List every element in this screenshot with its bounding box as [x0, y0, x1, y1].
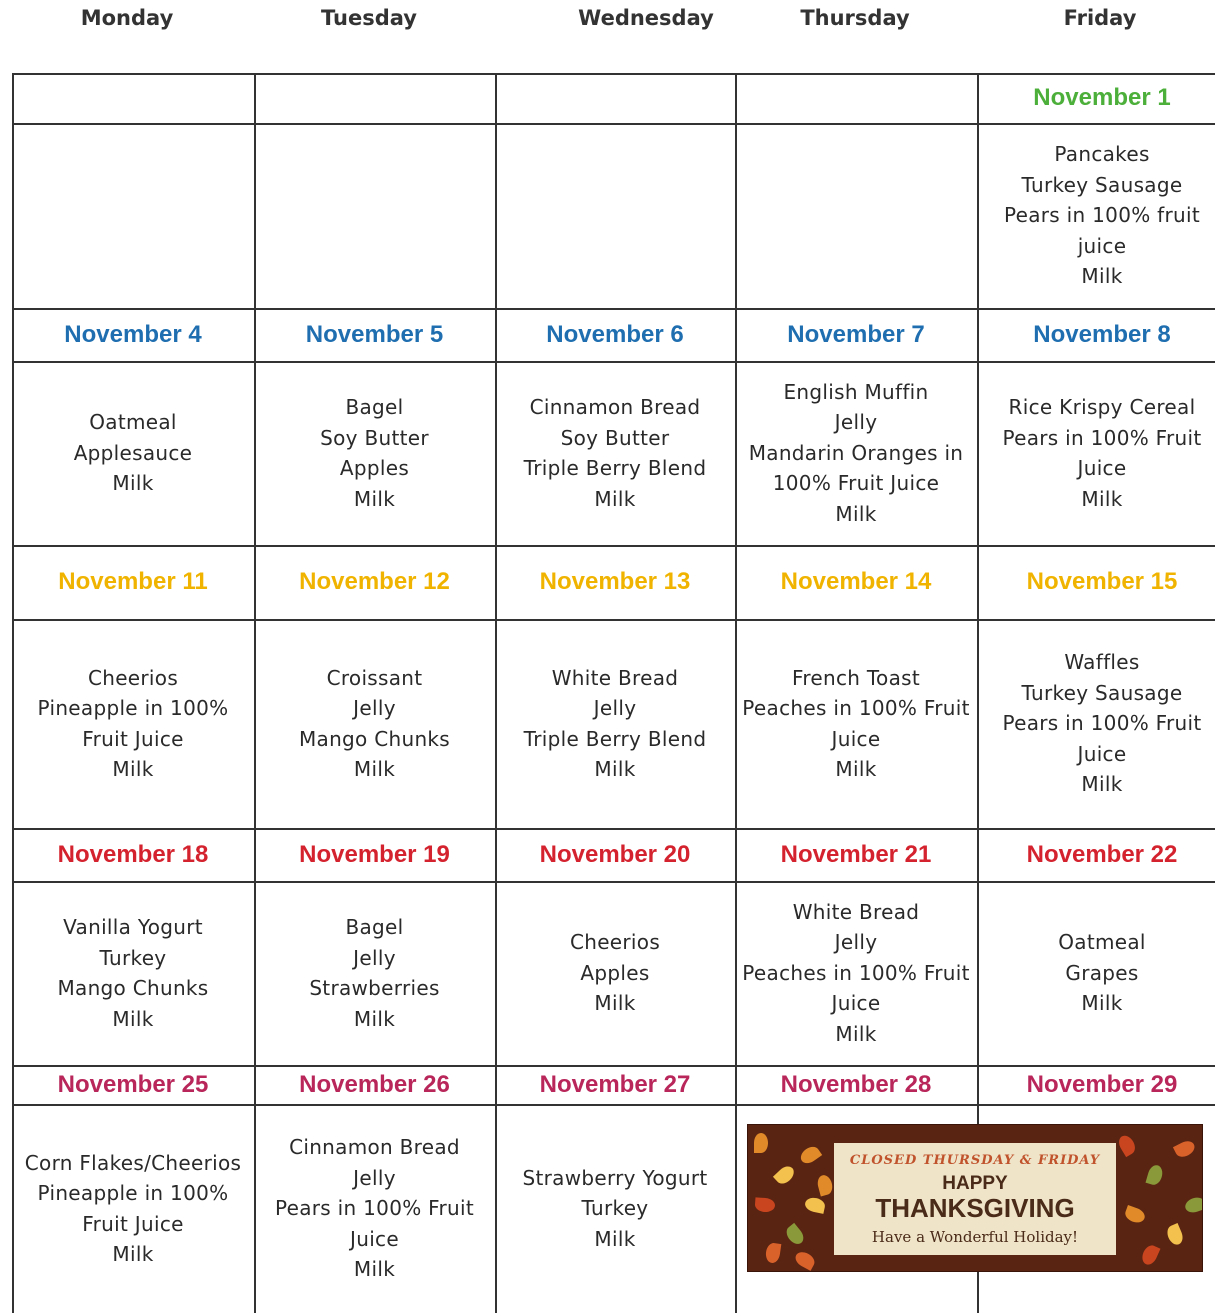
menu-item: Pineapple in 100%: [37, 696, 229, 720]
date-cell: November 22: [1026, 840, 1178, 868]
menu-item: Soy Butter: [560, 425, 670, 450]
menu-cell: [254, 123, 495, 308]
menu-item: Jelly: [834, 410, 878, 435]
menu-item: White Bread: [551, 665, 679, 690]
menu-item: Applesauce: [73, 440, 193, 465]
menu-cell: [254, 1104, 495, 1313]
date-cell: November 27: [539, 1070, 691, 1098]
menu-item: Soy Butter: [320, 425, 429, 450]
menu-item: Croissant: [326, 665, 423, 690]
date-cell: November 7: [787, 320, 925, 348]
menu-item: Peaches in 100% Fruit: [742, 696, 970, 720]
menu-item: Turkey Sausage: [1021, 172, 1183, 197]
menu-item: Cinnamon Bread: [289, 1135, 460, 1160]
date-cell: November 6: [546, 320, 684, 348]
menu-cell: [495, 881, 735, 1065]
menu-item: Pears in 100% fruit: [1003, 203, 1201, 228]
menu-item: Milk: [835, 1021, 877, 1046]
date-cell: November 11: [58, 568, 208, 595]
menu-item: Milk: [1081, 264, 1123, 289]
menu-item: Milk: [353, 1257, 396, 1282]
date-cell: November 12: [299, 568, 450, 595]
menu-item: Pears in 100% Fruit: [1002, 711, 1202, 736]
banner-thanksgiving-text: THANKSGIVING: [875, 1192, 1075, 1223]
leaf-icon: [793, 1249, 817, 1271]
date-cell: November 19: [299, 840, 450, 868]
menu-cell: [735, 123, 977, 308]
menu-item: Juice: [831, 991, 881, 1016]
date-cell: November 29: [1026, 1070, 1178, 1098]
menu-item: Juice: [1077, 456, 1127, 480]
menu-item: Fruit Juice: [82, 1211, 184, 1236]
menu-item: Milk: [1081, 991, 1123, 1016]
menu-item: Jelly: [353, 1165, 396, 1190]
date-cell: November 18: [57, 840, 209, 868]
date-cell: November 26: [299, 1070, 450, 1098]
menu-item: Milk: [112, 1006, 154, 1031]
leaf-icon: [1165, 1223, 1186, 1247]
menu-item: Juice: [350, 1226, 399, 1251]
menu-item: Turkey: [99, 945, 167, 970]
menu-item: Milk: [353, 1006, 396, 1031]
menu-item: Juice: [1077, 741, 1127, 766]
leaf-icon: [1146, 1163, 1165, 1186]
menu-item: Oatmeal: [89, 410, 177, 435]
menu-item: French Toast: [791, 665, 920, 690]
banner-closed-text: CLOSED THURSDAY & FRIDAY: [849, 1152, 1101, 1168]
menu-cell: [735, 619, 977, 828]
leaf-icon: [1173, 1138, 1197, 1160]
menu-item: Pears in 100% Fruit: [274, 1196, 475, 1221]
menu-item: Fruit Juice: [82, 726, 184, 751]
menu-item: Mango Chunks: [57, 976, 209, 1000]
leaf-icon: [816, 1174, 835, 1197]
menu-cell: [977, 123, 1215, 308]
menu-cell: [12, 361, 254, 545]
menu-cell: [735, 361, 977, 545]
menu-item: Apples: [339, 456, 410, 480]
menu-item: Milk: [112, 471, 154, 496]
day-friday: Friday: [1063, 6, 1137, 30]
menu-cell: [977, 619, 1215, 828]
menu-item: Bagel: [345, 915, 404, 939]
menu-item: Cheerios: [87, 665, 179, 690]
menu-item: Grapes: [1065, 960, 1139, 985]
menu-item: 100% Fruit Juice: [772, 471, 940, 496]
menu-cell: [12, 881, 254, 1065]
menu-cell: [495, 361, 735, 545]
menu-item: Peaches in 100% Fruit: [742, 960, 970, 985]
leaf-icon: [1183, 1195, 1203, 1215]
menu-cell: [495, 1104, 735, 1313]
leaf-icon: [773, 1163, 797, 1187]
menu-item: English Muffin: [783, 379, 929, 404]
menu-item: Triple Berry Blend: [523, 726, 707, 751]
banner-happy-text: HAPPY: [942, 1172, 1008, 1194]
menu-item: Cheerios: [569, 930, 661, 955]
date-cell: November 13: [539, 568, 691, 595]
leaf-icon: [1116, 1133, 1138, 1157]
day-wednesday: Wednesday: [578, 6, 714, 30]
menu-cell: [495, 123, 735, 308]
menu-item: Oatmeal: [1058, 930, 1146, 955]
thanksgiving-banner: [747, 1124, 1203, 1272]
date-cell: November 1: [1033, 84, 1171, 111]
menu-cell: [12, 123, 254, 308]
menu-item: Triple Berry Blend: [523, 456, 707, 480]
menu-item: Juice: [831, 726, 881, 751]
menu-item: Mandarin Oranges in: [748, 440, 964, 465]
leaf-icon: [804, 1196, 826, 1214]
menu-item: Turkey Sausage: [1021, 680, 1183, 705]
menu-item: Bagel: [345, 395, 404, 419]
banner-wish-text: Have a Wonderful Holiday!: [871, 1227, 1079, 1246]
menu-item: Pancakes: [1054, 142, 1150, 167]
date-cell: [495, 73, 735, 123]
leaf-icon: [798, 1144, 822, 1167]
day-monday: Monday: [80, 6, 174, 30]
menu-item: Corn Flakes/Cheerios: [24, 1150, 242, 1175]
menu-item: juice: [1077, 233, 1127, 258]
menu-cell: [254, 361, 495, 545]
date-cell: November 25: [57, 1070, 209, 1098]
leaf-icon: [755, 1197, 776, 1212]
menu-item: Milk: [1081, 772, 1123, 797]
menu-item: Milk: [835, 757, 877, 781]
date-cell: November 28: [780, 1070, 932, 1098]
menu-item: Pears in 100% Fruit: [1002, 425, 1202, 450]
menu-cell: [12, 619, 254, 828]
date-cell: [12, 73, 254, 123]
menu-item: Jelly: [834, 930, 878, 955]
day-tuesday: Tuesday: [321, 6, 417, 30]
menu-item: Vanilla Yogurt: [63, 915, 203, 939]
day-thursday: Thursday: [800, 6, 910, 30]
date-cell: November 8: [1033, 320, 1171, 348]
leaf-icon: [1123, 1205, 1147, 1225]
leaf-icon: [765, 1242, 782, 1264]
menu-item: Mango Chunks: [298, 726, 451, 751]
menu-item: Jelly: [353, 945, 396, 970]
menu-item: Jelly: [353, 696, 396, 720]
menu-item: Strawberry Yogurt: [522, 1165, 708, 1190]
banner-panel: [834, 1143, 1116, 1255]
date-cell: November 21: [780, 840, 932, 868]
date-cell: November 14: [780, 568, 932, 595]
menu-item: White Bread: [792, 899, 920, 924]
menu-item: Waffles: [1064, 650, 1140, 675]
menu-item: Milk: [353, 757, 396, 781]
menu-item: Strawberries: [309, 976, 440, 1000]
date-cell: November 20: [539, 840, 691, 868]
date-cell: [735, 73, 977, 123]
leaf-icon: [783, 1223, 806, 1247]
menu-item: Milk: [594, 1226, 636, 1251]
menu-item: Jelly: [593, 696, 637, 720]
menu-item: Milk: [353, 486, 396, 511]
menu-item: Milk: [112, 757, 154, 781]
date-cell: [254, 73, 495, 123]
menu-item: Milk: [594, 991, 636, 1016]
menu-cell: [12, 1104, 254, 1313]
menu-item: Milk: [1081, 486, 1123, 511]
menu-item: Cinnamon Bread: [529, 395, 701, 419]
menu-cell: [977, 361, 1215, 545]
leaf-icon: [1140, 1243, 1161, 1267]
menu-item: Milk: [594, 757, 636, 781]
menu-item: Apples: [580, 960, 650, 985]
date-cell: November 5: [305, 320, 444, 348]
menu-cell: [495, 619, 735, 828]
menu-item: Turkey: [581, 1196, 649, 1221]
leaf-icon: [754, 1133, 768, 1153]
date-cell: November 15: [1026, 568, 1178, 595]
menu-item: Pineapple in 100%: [37, 1181, 229, 1205]
menu-cell: [254, 619, 495, 828]
menu-cell: [977, 881, 1215, 1065]
menu-cell: [254, 881, 495, 1065]
menu-item: Milk: [835, 501, 877, 526]
date-cell: November 4: [64, 320, 202, 348]
menu-item: Rice Krispy Cereal: [1008, 395, 1196, 419]
menu-item: Milk: [112, 1242, 154, 1266]
menu-item: Milk: [594, 486, 636, 511]
menu-cell: [735, 881, 977, 1065]
